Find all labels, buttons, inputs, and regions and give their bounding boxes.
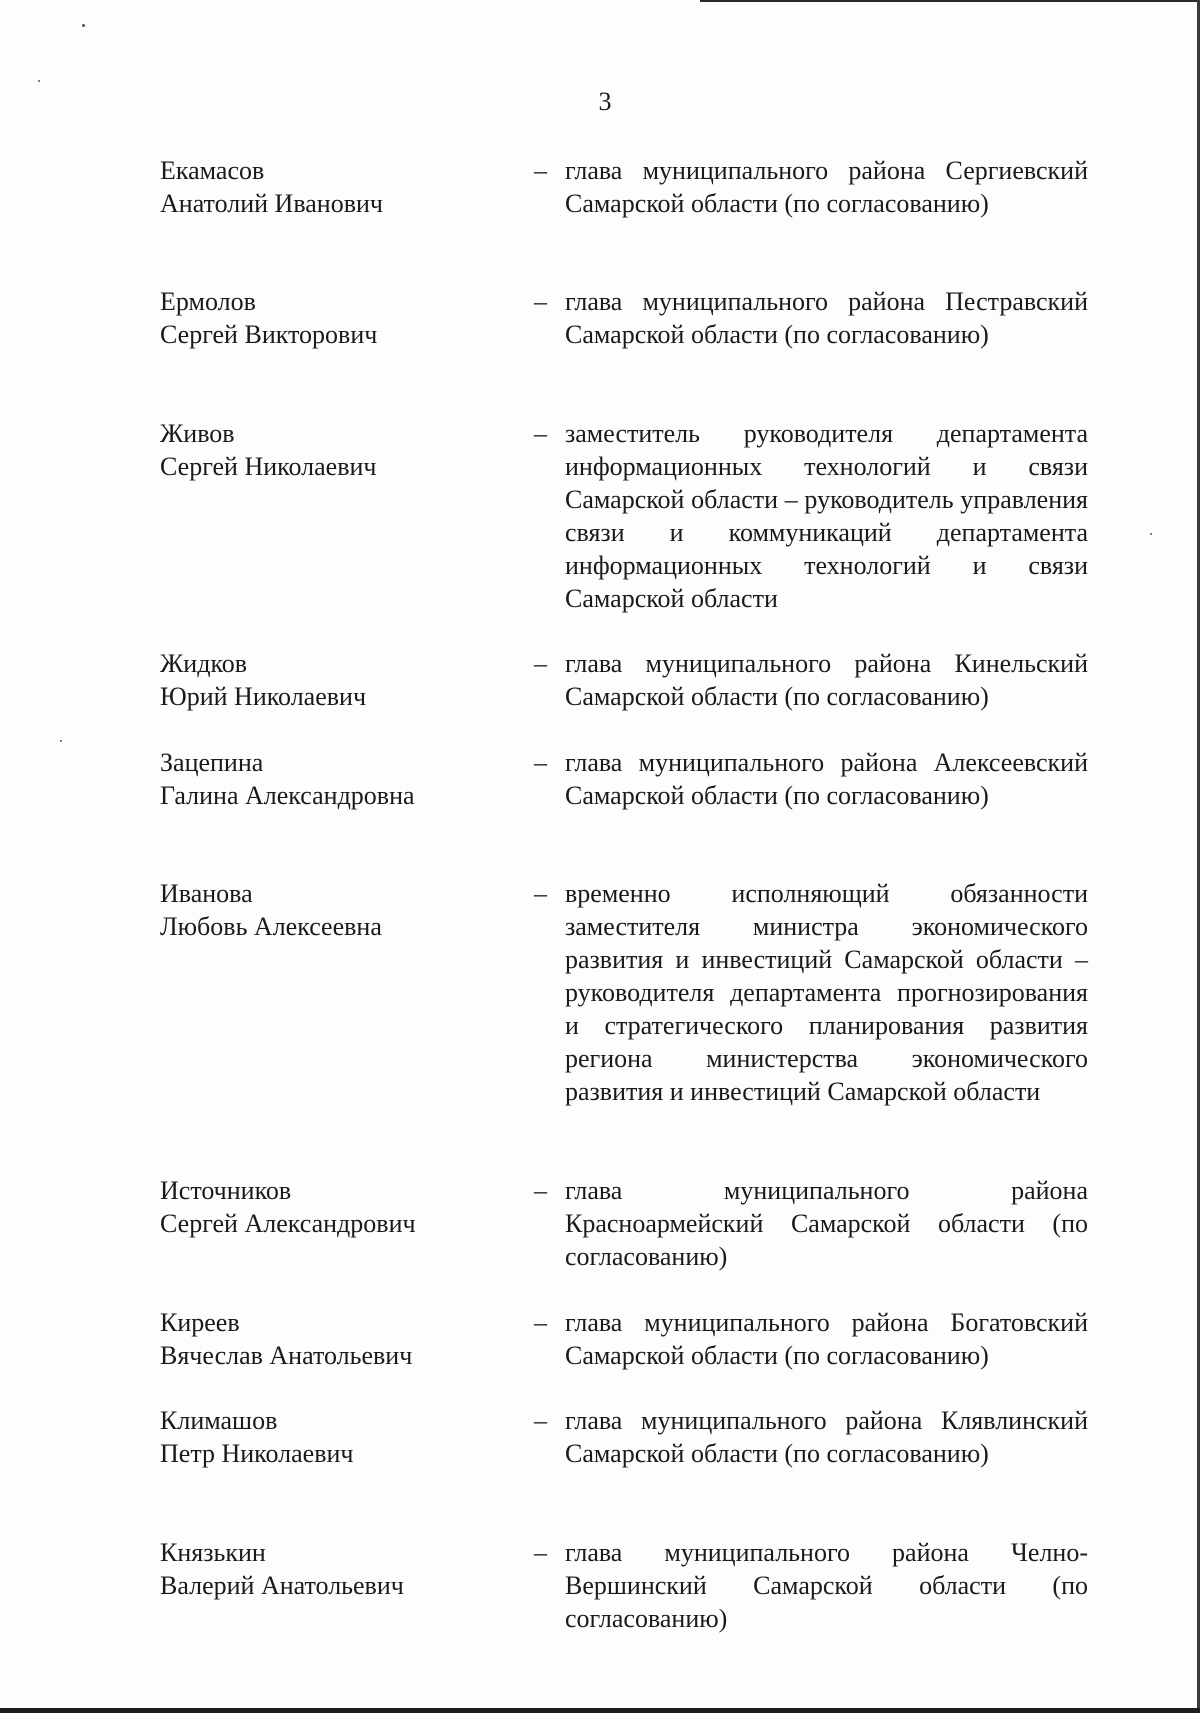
position-title: заместитель руководителя департамента информационных технологий и связи Самарской области – руководитель управления связи и коммуникаций департамента информационных технологий и связи Самарской области xyxy=(565,419,1088,613)
position-title: глава муниципального района Богатовский Самарской области (по согласованию) xyxy=(565,1308,1088,1370)
position-title: глава муниципального района Сергиевский Самарской области (по согласованию) xyxy=(565,156,1088,218)
given-names: Юрий Николаевич xyxy=(160,682,367,711)
position-title: глава муниципального района Алексеевский Самарской области (по согласованию) xyxy=(565,748,1088,810)
position-title: временно исполняющий обязанности заместителя министра экономического развития и инвестиций Самарской области – руководителя департамента прогнозирования и стратегического планирования развития региона министерства экономического развития и инвестиций Самарской области xyxy=(565,879,1088,1106)
person-name xyxy=(160,1306,500,1372)
surname: Князькин xyxy=(160,1538,266,1567)
person-name xyxy=(160,417,500,483)
dash-separator: – xyxy=(534,649,547,678)
given-names: Галина Александровна xyxy=(160,781,415,810)
person-name xyxy=(160,647,500,713)
given-names: Любовь Алексеевна xyxy=(160,912,382,941)
dash-separator: – xyxy=(534,748,547,777)
dash-separator: – xyxy=(534,419,547,448)
surname: Климашов xyxy=(160,1406,278,1435)
dash-separator: – xyxy=(534,1176,547,1205)
scan-edge-bottom xyxy=(0,1708,1200,1713)
dash-separator: – xyxy=(534,1308,547,1337)
surname: Зацепина xyxy=(160,748,264,777)
dash-separator: – xyxy=(534,879,547,908)
position-title: глава муниципального района Клявлинский Самарской области (по согласованию) xyxy=(565,1406,1088,1468)
surname: Екамасов xyxy=(160,156,265,185)
given-names: Сергей Николаевич xyxy=(160,452,377,481)
person-name xyxy=(160,285,500,351)
scan-edge-top xyxy=(700,0,1200,2)
scan-speck xyxy=(1150,533,1152,535)
scan-speck xyxy=(82,24,85,27)
page-number: 3 xyxy=(598,87,612,116)
person-name xyxy=(160,1536,500,1602)
position-title: глава муниципального района Красноармейский Самарской области (по согласованию) xyxy=(565,1176,1088,1271)
dash-separator: – xyxy=(534,287,547,316)
surname: Живов xyxy=(160,419,235,448)
dash-separator: – xyxy=(534,156,547,185)
dash-separator: – xyxy=(534,1406,547,1435)
person-name xyxy=(160,746,500,812)
position-title: глава муниципального района Челно-Вершинский Самарской области (по согласованию) xyxy=(565,1538,1088,1633)
person-name xyxy=(160,877,500,943)
surname: Ермолов xyxy=(160,287,256,316)
given-names: Вячеслав Анатольевич xyxy=(160,1341,413,1370)
surname: Источников xyxy=(160,1176,292,1205)
surname: Иванова xyxy=(160,879,253,908)
person-name xyxy=(160,154,500,220)
surname: Киреев xyxy=(160,1308,240,1337)
person-name xyxy=(160,1404,500,1470)
given-names: Валерий Анатольевич xyxy=(160,1571,404,1600)
position-title: глава муниципального района Кинельский Самарской области (по согласованию) xyxy=(565,649,1088,711)
given-names: Петр Николаевич xyxy=(160,1439,354,1468)
given-names: Сергей Александрович xyxy=(160,1209,416,1238)
given-names: Сергей Викторович xyxy=(160,320,378,349)
scan-speck xyxy=(38,80,40,82)
given-names: Анатолий Иванович xyxy=(160,189,383,218)
scan-speck xyxy=(60,740,62,742)
position-title: глава муниципального района Пестравский Самарской области (по согласованию) xyxy=(565,287,1088,349)
person-name xyxy=(160,1174,500,1240)
surname: Жидков xyxy=(160,649,248,678)
dash-separator: – xyxy=(534,1538,547,1567)
